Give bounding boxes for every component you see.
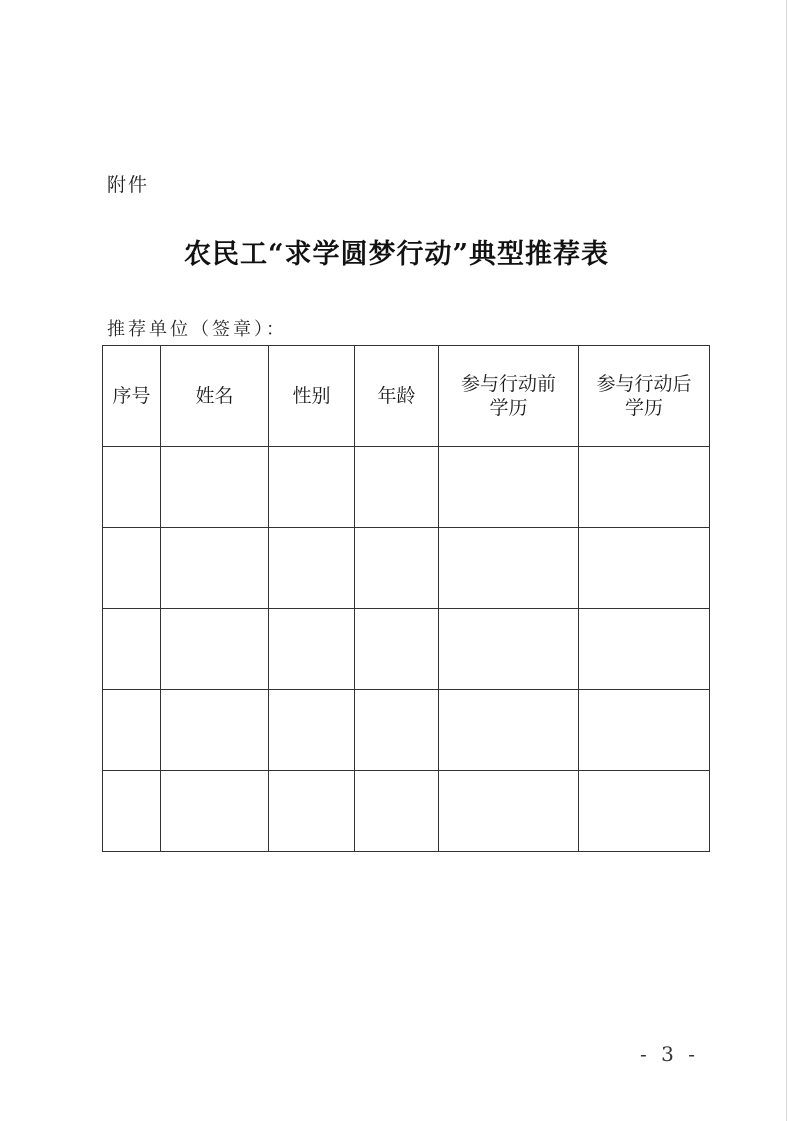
table-cell[interactable]	[355, 771, 439, 852]
table-cell[interactable]	[269, 609, 355, 690]
header-label-line2: 学历	[624, 397, 663, 419]
table-cell[interactable]	[161, 447, 269, 528]
table-cell[interactable]	[579, 447, 710, 528]
table-row	[103, 609, 710, 690]
table-cell[interactable]	[355, 447, 439, 528]
table-row	[103, 447, 710, 528]
table-cell[interactable]	[103, 528, 161, 609]
table-cell[interactable]	[103, 690, 161, 771]
header-gender	[269, 346, 355, 447]
header-serial-number	[103, 346, 161, 447]
recommendation-table	[102, 345, 710, 852]
table-cell[interactable]	[439, 690, 579, 771]
header-label-line1: 参与行动前	[460, 373, 556, 395]
table-row	[103, 528, 710, 609]
header-label-line2: 学历	[489, 397, 528, 419]
page-number: - 3 -	[640, 1042, 699, 1066]
table-cell[interactable]	[355, 528, 439, 609]
page-title: 农民工“求学圆梦行动”典型推荐表	[183, 239, 610, 270]
header-label: 序号	[112, 385, 151, 407]
table-cell[interactable]	[269, 690, 355, 771]
table-cell[interactable]	[355, 690, 439, 771]
header-education-after	[579, 346, 710, 447]
table-cell[interactable]	[269, 771, 355, 852]
table-cell[interactable]	[269, 528, 355, 609]
header-label: 性别	[292, 385, 331, 407]
table-row	[103, 771, 710, 852]
table-cell[interactable]	[439, 771, 579, 852]
table-cell[interactable]	[161, 690, 269, 771]
table-cell[interactable]	[103, 609, 161, 690]
header-age	[355, 346, 439, 447]
table-cell[interactable]	[161, 609, 269, 690]
table-cell[interactable]	[161, 771, 269, 852]
table-cell[interactable]	[579, 771, 710, 852]
attachment-label: 附件	[107, 174, 150, 196]
table-cell[interactable]	[103, 447, 161, 528]
table-cell[interactable]	[439, 447, 579, 528]
header-label: 姓名	[195, 385, 234, 407]
header-label-line1: 参与行动后	[596, 373, 692, 395]
table-cell[interactable]	[439, 609, 579, 690]
table-cell[interactable]	[579, 528, 710, 609]
header-education-before	[439, 346, 579, 447]
table-cell[interactable]	[269, 447, 355, 528]
header-label: 年龄	[377, 385, 416, 407]
table-cell[interactable]	[161, 528, 269, 609]
table-cell[interactable]	[579, 690, 710, 771]
table-cell[interactable]	[355, 609, 439, 690]
table-cell[interactable]	[439, 528, 579, 609]
table-row	[103, 690, 710, 771]
page-edge-line	[786, 0, 787, 1121]
table-cell[interactable]	[103, 771, 161, 852]
table-header-row	[103, 346, 710, 447]
recommending-unit-label: 推荐单位（签章）：	[107, 319, 287, 340]
table-cell[interactable]	[579, 609, 710, 690]
header-name	[161, 346, 269, 447]
